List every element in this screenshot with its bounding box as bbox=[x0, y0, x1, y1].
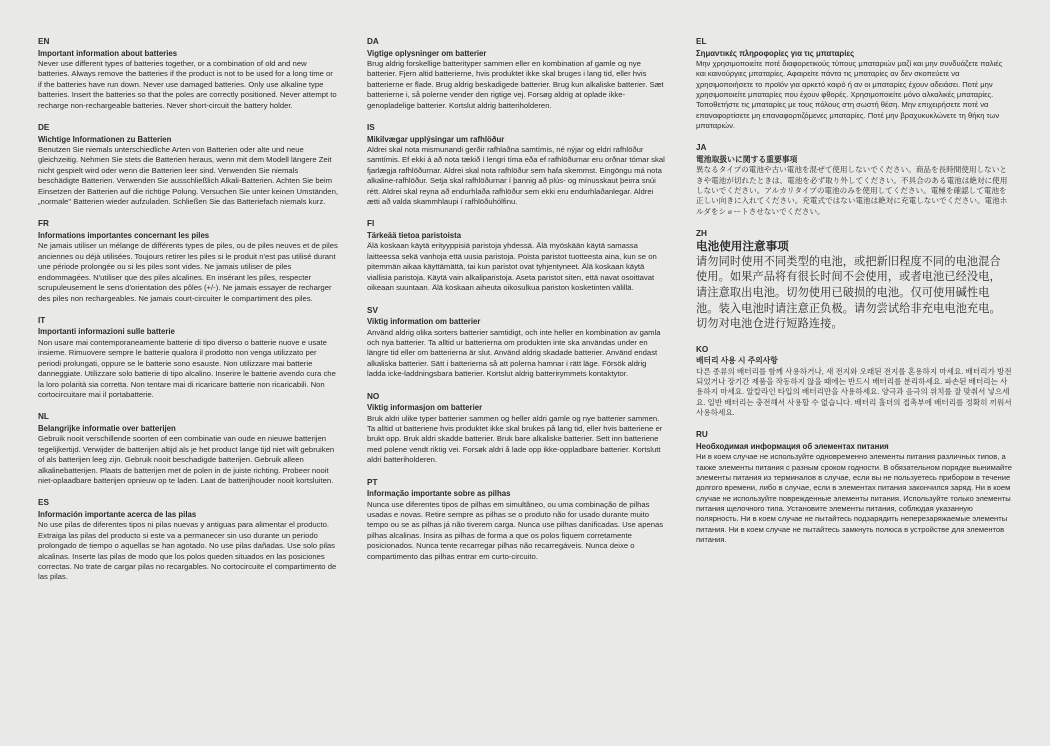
language-code: NL bbox=[38, 412, 49, 422]
section-text: 異なるタイプの電池や古い電池を混ぜて使用しないでください。商品を長時間使用しないときや電池が切れたときは、電池を必ず取り外してください。不具合のある電池は絶対に使用しないでください。アルカリタイプの電池のみを使用してください。電極を確認して電池を正しい向きに入れてください。充電式ではない電池は絶対に充電しないでください。電池ホルダをショートさせないでください。 bbox=[696, 165, 1008, 216]
section-heading: Mikilvægar upplýsingar um rafhlöður bbox=[367, 134, 505, 144]
section-ja bbox=[696, 143, 1012, 216]
section-heading: Σημαντικές πληροφορίες για τις μπαταρίες bbox=[696, 48, 855, 58]
section-zh bbox=[696, 229, 1012, 333]
section-text: Gebruik nooit verschillende soorten of een combinatie van oude en nieuwe batterijen tegelijkertijd. Verwijder de batterijen altijd als je het product lange tijd niet wilt gebruiken of als batterijen leeg zijn. Gebruik nooit beschadigde batterijen. Gebruik alleen alkalinebatterijen. Plaats de batterijen met de polen in de juiste richting. Probeer nooit niet-oplaadbare batterijen opnieuw op te laden. Laat de batterijhouder nooit kortsluiten. bbox=[38, 434, 335, 485]
section-heading: Viktig informasjon om batterier bbox=[367, 403, 483, 413]
language-code: DA bbox=[367, 37, 379, 46]
language-code: SV bbox=[367, 305, 378, 315]
language-code: EL bbox=[696, 37, 707, 46]
language-code: FR bbox=[38, 219, 49, 229]
language-code: NO bbox=[367, 391, 380, 401]
column-left bbox=[38, 37, 338, 595]
section-heading: Informations importantes concernant les piles bbox=[38, 230, 210, 240]
section-text: Μην χρησιμοποιείτε ποτέ διαφορετικούς τύπους μπαταριών μαζί και μην συνδυάζετε παλιές και καινούργιες μπαταρίες. Αφαιρείτε πάντα τις μπαταρίες αν δεν σκοπεύετε να χρησιμοποιήσετε το προϊόν για αρκετό καιρό ή αν οι μπαταρίες έχουν αδειάσει. Ποτέ μην χρησιμοποιείτε μπαταρίες που έχουν φθορές. Χρησιμοποιείτε μόνο αλκαλικές μπαταρίες. Τοποθετήστε τις μπαταρίες με τους πόλους στη σωστή θέση. Μην επιχειρήσετε ποτέ να επαναφορτίσετε μη επαναφορτιζόμενες μπαταρίες. Ποτέ μην βραχυκυκλώνετε τη θήκη των μπαταριών. bbox=[696, 59, 1003, 131]
column-middle bbox=[367, 37, 667, 574]
section-text: Never use different types of batteries together, or a combination of old and new batteries. Always remove the batteries if the product is not to be used for a long time or if the batteries have run down. Never use damaged batteries. Only use alkaline type batteries. Insert the batteries so that the poles are correctly positioned. Never attempt to recharge non-rechargeable batteries. Never short-circuit the battery holder. bbox=[38, 59, 337, 110]
section-text: Ne jamais utiliser un mélange de différents types de piles, ou de piles neuves et de piles anciennes ou déjà utilisées. Toujours retirer les piles si le produit n'est pas utilisé durant une période prolongée ou si les piles sont vides. Ne jamais utiliser de piles endommagées. N'utiliser que des piles alcalines. En insérant les piles, respecter scrupuleusement le sens d'orientation des pôles (+/-). Ne jamais essayer de recharger des piles non rechargeables. Ne jamais court-circuiter le compartiment des piles. bbox=[38, 241, 338, 303]
section-text: Non usare mai contemporaneamente batterie di tipo diverso o batterie nuove e usate insieme. Rimuovere sempre le batterie qualora il prodotto non venga utilizzato per periodi prolungati, oppure se le batterie sono esauste. Non utilizzare mai batterie danneggiate. Utilizzare solo batterie di tipo alcalino. Inserire le batterie avendo cura che la loro polarità sia corretta. Non tentare mai di ricaricare batterie non ricaricabili. Non cortocircuitare mai il portabatterie. bbox=[38, 337, 336, 399]
section-text: Benutzen Sie niemals unterschiedliche Arten von Batterien oder alte und neue gleichzeitig. Nehmen Sie stets die Batterien heraus, wenn mit dem Modell längere Zeit nicht gespielt wird oder wenn die Batterien leer sind. Verwenden Sie niemals beschädigte Batterien. Verwenden Sie ausschließlich Alkali-Batterien. Achten Sie beim Einsetzen der Batterien auf die richtige Polung. Versuchen Sie unter keinen Umständen, „normale" Batterien wieder aufzuladen. Schließen Sie das Batteriefach niemals kurz. bbox=[38, 145, 338, 207]
section-heading: Viktig information om batterier bbox=[367, 317, 481, 326]
section-heading: Informação importante sobre as pilhas bbox=[367, 489, 511, 499]
language-code: DE bbox=[38, 123, 50, 133]
section-heading: 電池取扱いに関する重要事項 bbox=[696, 154, 798, 164]
section-text: Nunca use diferentes tipos de pilhas em simultâneo, ou uma combinação de pilhas usadas e novas. Retire sempre as pilhas se o produto não for usado durante muito tempo ou se as pilhas já não tiverem carga. Nunca use pilhas danificadas. Use apenas pilhas alcalinas. Insira as pilhas de forma a que os polos fiquem corretamente posicionados. Nunca tente recarregar pilhas não recarregáveis. Nunca deixe o compartimento das pilhas entrar em curto-circuito. bbox=[367, 499, 664, 561]
section-heading: Tärkeää tietoa paristoista bbox=[367, 230, 462, 240]
section-pt bbox=[367, 478, 667, 562]
section-text: No use pilas de diferentes tipos ni pilas nuevas y antiguas para alimentar el producto. Extraiga las pilas del producto si este va a permanecer sin uso durante un periodo prolongado de tiempo o aquellas se han agotado. No use pilas dañadas. Use solo pilas alcalinas. Inserte las pilas de modo que los polos queden situados en las posiciones correctas. No trate de cargar pilas no recargables. No cortocircuite el compartimento de las pilas. bbox=[38, 520, 337, 582]
section-es bbox=[38, 498, 338, 582]
section-is bbox=[367, 123, 667, 207]
section-text: 请勿同时使用不同类型的电池，或把新旧程度不同的电池混合使用。如果产品将有很长时间不会使用，或者电池已经没电，请注意取出电池。切勿使用已破损的电池。仅可使用碱性电池。装入电池时请注意正负极。请勿尝试给非充电电池充电。切勿对电池仓进行短路连接。 bbox=[696, 255, 1001, 331]
section-sv bbox=[367, 306, 667, 380]
language-code: JA bbox=[696, 143, 707, 153]
language-code: FI bbox=[367, 219, 375, 229]
language-code: IS bbox=[367, 123, 375, 133]
language-code: EN bbox=[38, 37, 50, 46]
section-de bbox=[38, 123, 338, 207]
language-code: RU bbox=[696, 430, 708, 440]
language-code: ES bbox=[38, 498, 49, 508]
section-it bbox=[38, 316, 338, 400]
column-right bbox=[696, 37, 1012, 557]
section-text: Ни в коем случае не используйте одновременно элементы питания различных типов, а также элементы питания с разным сроком годности. В обязательном порядке вынимайте элементы питания из терминалов в случае, если вы не пользуетесь прибором в течение долгого времени, либо в случае, если в элементах питания закончился заряд. Ни в коем случае не используйте поврежденные элементы питания. Используйте только элементы питания щелочного типа. Установите элементы питания, соблюдая указанную полярность. Ни в коем случае не пытайтесь подзарядить неперезаряжаемые элементы питания. Ни в коем случае не пытайтесь замкнуть полюса в устройстве для элементов питания. bbox=[696, 452, 1012, 545]
language-code: ZH bbox=[696, 228, 707, 238]
section-no bbox=[367, 392, 667, 466]
language-code: IT bbox=[38, 315, 46, 325]
section-heading: Vigtige oplysninger om batterier bbox=[367, 48, 487, 58]
language-code: PT bbox=[367, 477, 378, 487]
section-heading: Información importante acerca de las pilas bbox=[38, 509, 197, 519]
section-en bbox=[38, 37, 338, 111]
section-text: Använd aldrig olika sorters batterier samtidigt, och inte heller en kombination av gamla och nya batterier. Ta alltid ur batterierna om produkten inte ska användas under en längre tid eller om batterierna är slut. Använd aldrig skadade batterier. Använd endast alkaliska batterier. Sätt i batterierna så att polerna hamnar i rätt läge. Försök aldrig ladda icke-laddningsbara batterier. Kortslut aldrig batterirymmets kontaktytor. bbox=[367, 327, 661, 379]
section-da bbox=[367, 37, 667, 111]
section-fi bbox=[367, 219, 667, 293]
section-ko bbox=[696, 345, 1012, 418]
section-heading: Important information about batteries bbox=[38, 48, 178, 58]
section-heading: 电池使用注意事项 bbox=[696, 240, 789, 254]
section-heading: Belangrijke informatie over batterijen bbox=[38, 423, 176, 433]
section-heading: Importanti informazioni sulle batterie bbox=[38, 327, 175, 337]
section-heading: 배터리 사용 시 주의사항 bbox=[696, 356, 778, 366]
section-heading: Wichtige Informationen zu Batterien bbox=[38, 134, 172, 144]
section-fr bbox=[38, 219, 338, 303]
section-nl bbox=[38, 412, 338, 486]
section-text: Brug aldrig forskellige batterityper sammen eller en kombination af gamle og nye batterier. Fjern altid batterierne, hvis produktet ikke skal bruges i lang tid, eller hvis batterierne er flade. Brug aldrig beskadigede batterier. Brug kun alkaliske batterier. Sæt batterierne i, så polerne vender den rigtige vej. Forsøg aldrig at oplade ikke-genopladelige batterier. Kortslut aldrig batteriholderen. bbox=[367, 59, 664, 110]
section-text: 다른 종류의 배터리를 함께 사용하거나, 새 전지와 오래된 전지를 혼용하지 마세요. 배터리가 방전되었거나 장기간 제품을 작동하지 않을 때에는 반드시 배터리를 분리하세요. 파손된 배터리는 사용하지 마세요. 알칼라인 타입의 배터리만을 사용하세요. 양극과 음극의 위치를 잘 맞춰서 넣으세요. 일반 배터리는 충전해서 사용할 수 없습니다. 배터리 홀더의 접촉부에 배터리를 정확히 끼워서 사용하세요. bbox=[696, 366, 1012, 418]
language-code: KO bbox=[696, 344, 709, 354]
section-text: Aldrei skal nota mismunandi gerðir rafhlaðna samtímis, né nýjar og eldri rafhlöður samtímis. Ef ekki á að nota tækið í lengri tíma eða ef rafhlöðurnar eru orðnar tómar skal fjarlægja rafhlöðurnar. Aldrei skal nota rafhlöður sem hafa skemmst. Eingöngu má nota alkaline-rafhlöður. Setja skal rafhlöðurnar í þannig að plús- og mínusskaut þeirra snúi rétt. Aldrei skal reyna að endurhlaða rafhlöður sem ekki eru endurhlaðanlegar. Aldrei ætti að valda skammhlaupi í rafhlöðuhólfinu. bbox=[367, 145, 665, 207]
section-heading: Необходимая информация об элементах питания bbox=[696, 441, 889, 451]
section-text: Älä koskaan käytä erityyppisiä paristoja yhdessä. Älä myöskään käytä samassa laitteessa sekä vanhoja että uusia paristoja. Poista paristot tuotteesta aina, kun se on pitemmän aikaa käyttämättä, tai kun paristot ovat tyhjentyneet. Älä koskaan käytä viallisia paristoja. Käytä vain alkaliparistoja. Aseta paristot siten, että navat osoittavat oikeaan suuntaan. Älä koskaan aiheuta oikosulkua pariston kosketinten välillä. bbox=[367, 241, 657, 293]
section-ru bbox=[696, 430, 1012, 545]
section-text: Bruk aldri ulike typer batterier sammen og heller aldri gamle og nye batterier sammen. Ta alltid ut batteriene hvis produktet ikke skal brukes på lang tid, eller hvis batteriene er brukt opp. Bruk aldri skadde batterier. Bruk bare alkaliske batterier. Sett inn batteriene med polene vendt riktig vei. Forsøk aldri å lade opp ikke-oppladbare batterier. Kortslutt aldri batteriholderen. bbox=[367, 413, 663, 465]
section-el bbox=[696, 37, 1012, 131]
